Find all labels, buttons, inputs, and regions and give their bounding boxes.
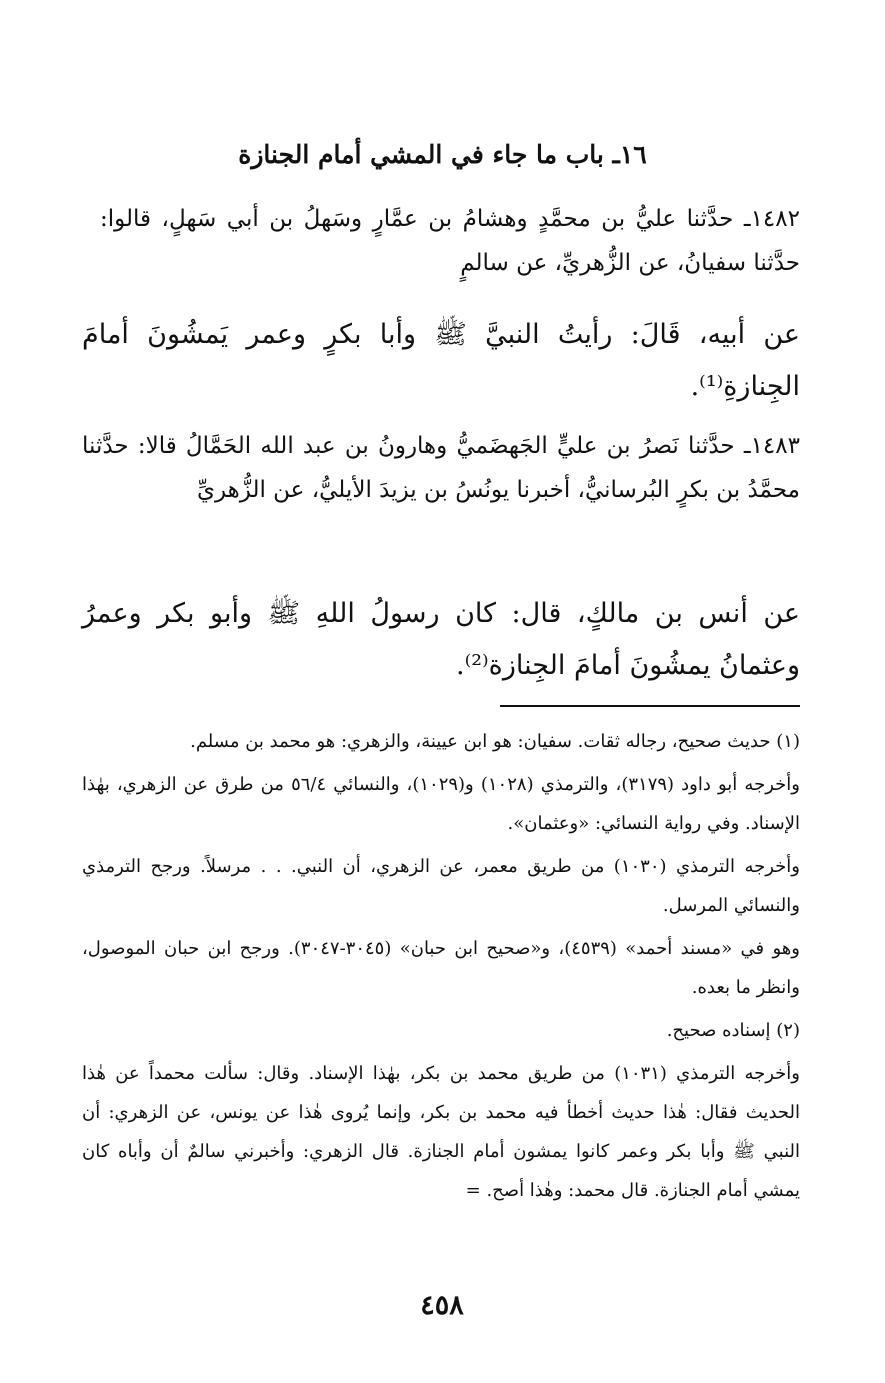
chapter-title: ١٦ـ باب ما جاء في المشي أمام الجنازة [238, 140, 647, 169]
footnote-paragraph: وأخرجه أبو داود (٣١٧٩)، والترمذي (١٠٢٨) و(١٠٢٩)، والنسائي ٥٦/٤ من طرق عن الزهري، بهٰذا الإسناد. وفي رواية النسائي: «وعثمان». [82, 774, 800, 834]
hadith-1483-isnad: ١٤٨٣ـ حدَّثنا نَصرُ بن عليٍّ الجَهضَميُّ وهارونُ بن عبد الله الحَمَّالُ قالا: حدَّثنا محمَّدُ بن بكرٍ البُرسانيُّ، أخبرنا يونُسُ بن يزيدَ الأيليُّ، عن الزُّهريِّ [82, 433, 800, 503]
hadith-1483-matn: عن أنس بن مالكٍ، قال: كان رسولُ اللهِ ﷺ وأبو بكر وعمرُ وعثمانُ يمشُونَ أمامَ الجِنازة⁽²⁾. [82, 598, 800, 681]
hadith-1482-matn: عن أبيه، قَالَ: رأيتُ النبيَّ ﷺ وأبا بكرٍ وعمر يَمشُونَ أمامَ الجِنازةِ⁽¹⁾. [82, 319, 800, 402]
footnote-paragraph: وأخرجه الترمذي (١٠٣١) من طريق محمد بن بكر، بهٰذا الإسناد. وقال: سألت محمداً عن هٰذا الحديث فقال: هٰذا حديث أخطأ فيه محمد بن بكر، وإنما يُروى هٰذا عن يونس، عن الزهري: أن النبي ﷺ وأبا بكر وعمر كانوا يمشون أمام الجنازة. قال الزهري: وأخبرني سالمٌ أن وأباه كان يمشي أمام الجنازة. قال محمد: وهٰذا أصح. = [82, 1063, 800, 1201]
hadith-1482-isnad: ١٤٨٢ـ حدَّثنا عليُّ بن محمَّدٍ وهشامُ بن عمَّارٍ وسَهلُ بن أبي سَهلٍ، قالوا: حدَّثنا سفيانُ، عن الزُّهريِّ، عن سالمٍ [100, 206, 800, 276]
footnotes [82, 722, 800, 1214]
footnote-paragraph: وأخرجه الترمذي (١٠٣٠) من طريق معمر، عن الزهري، أن النبي. . . مرسلاً. ورجح الترمذي والنسائي المرسل. [82, 856, 800, 916]
footnote-separator [500, 705, 800, 707]
footnote-paragraph: (٢) إسناده صحيح. [666, 1020, 800, 1041]
footnote-paragraph: وهو في «مسند أحمد» (٤٥٣٩)، و«صحيح ابن حبان» (٣٠٤٥-٣٠٤٧). ورجح ابن حبان الموصول، وانظر ما بعده. [82, 938, 800, 998]
footnote-paragraph: (١) حديث صحيح، رجاله ثقات. سفيان: هو ابن عيينة، والزهري: هو محمد بن مسلم. [190, 731, 800, 752]
page-number: ٤٥٨ [420, 1290, 464, 1321]
